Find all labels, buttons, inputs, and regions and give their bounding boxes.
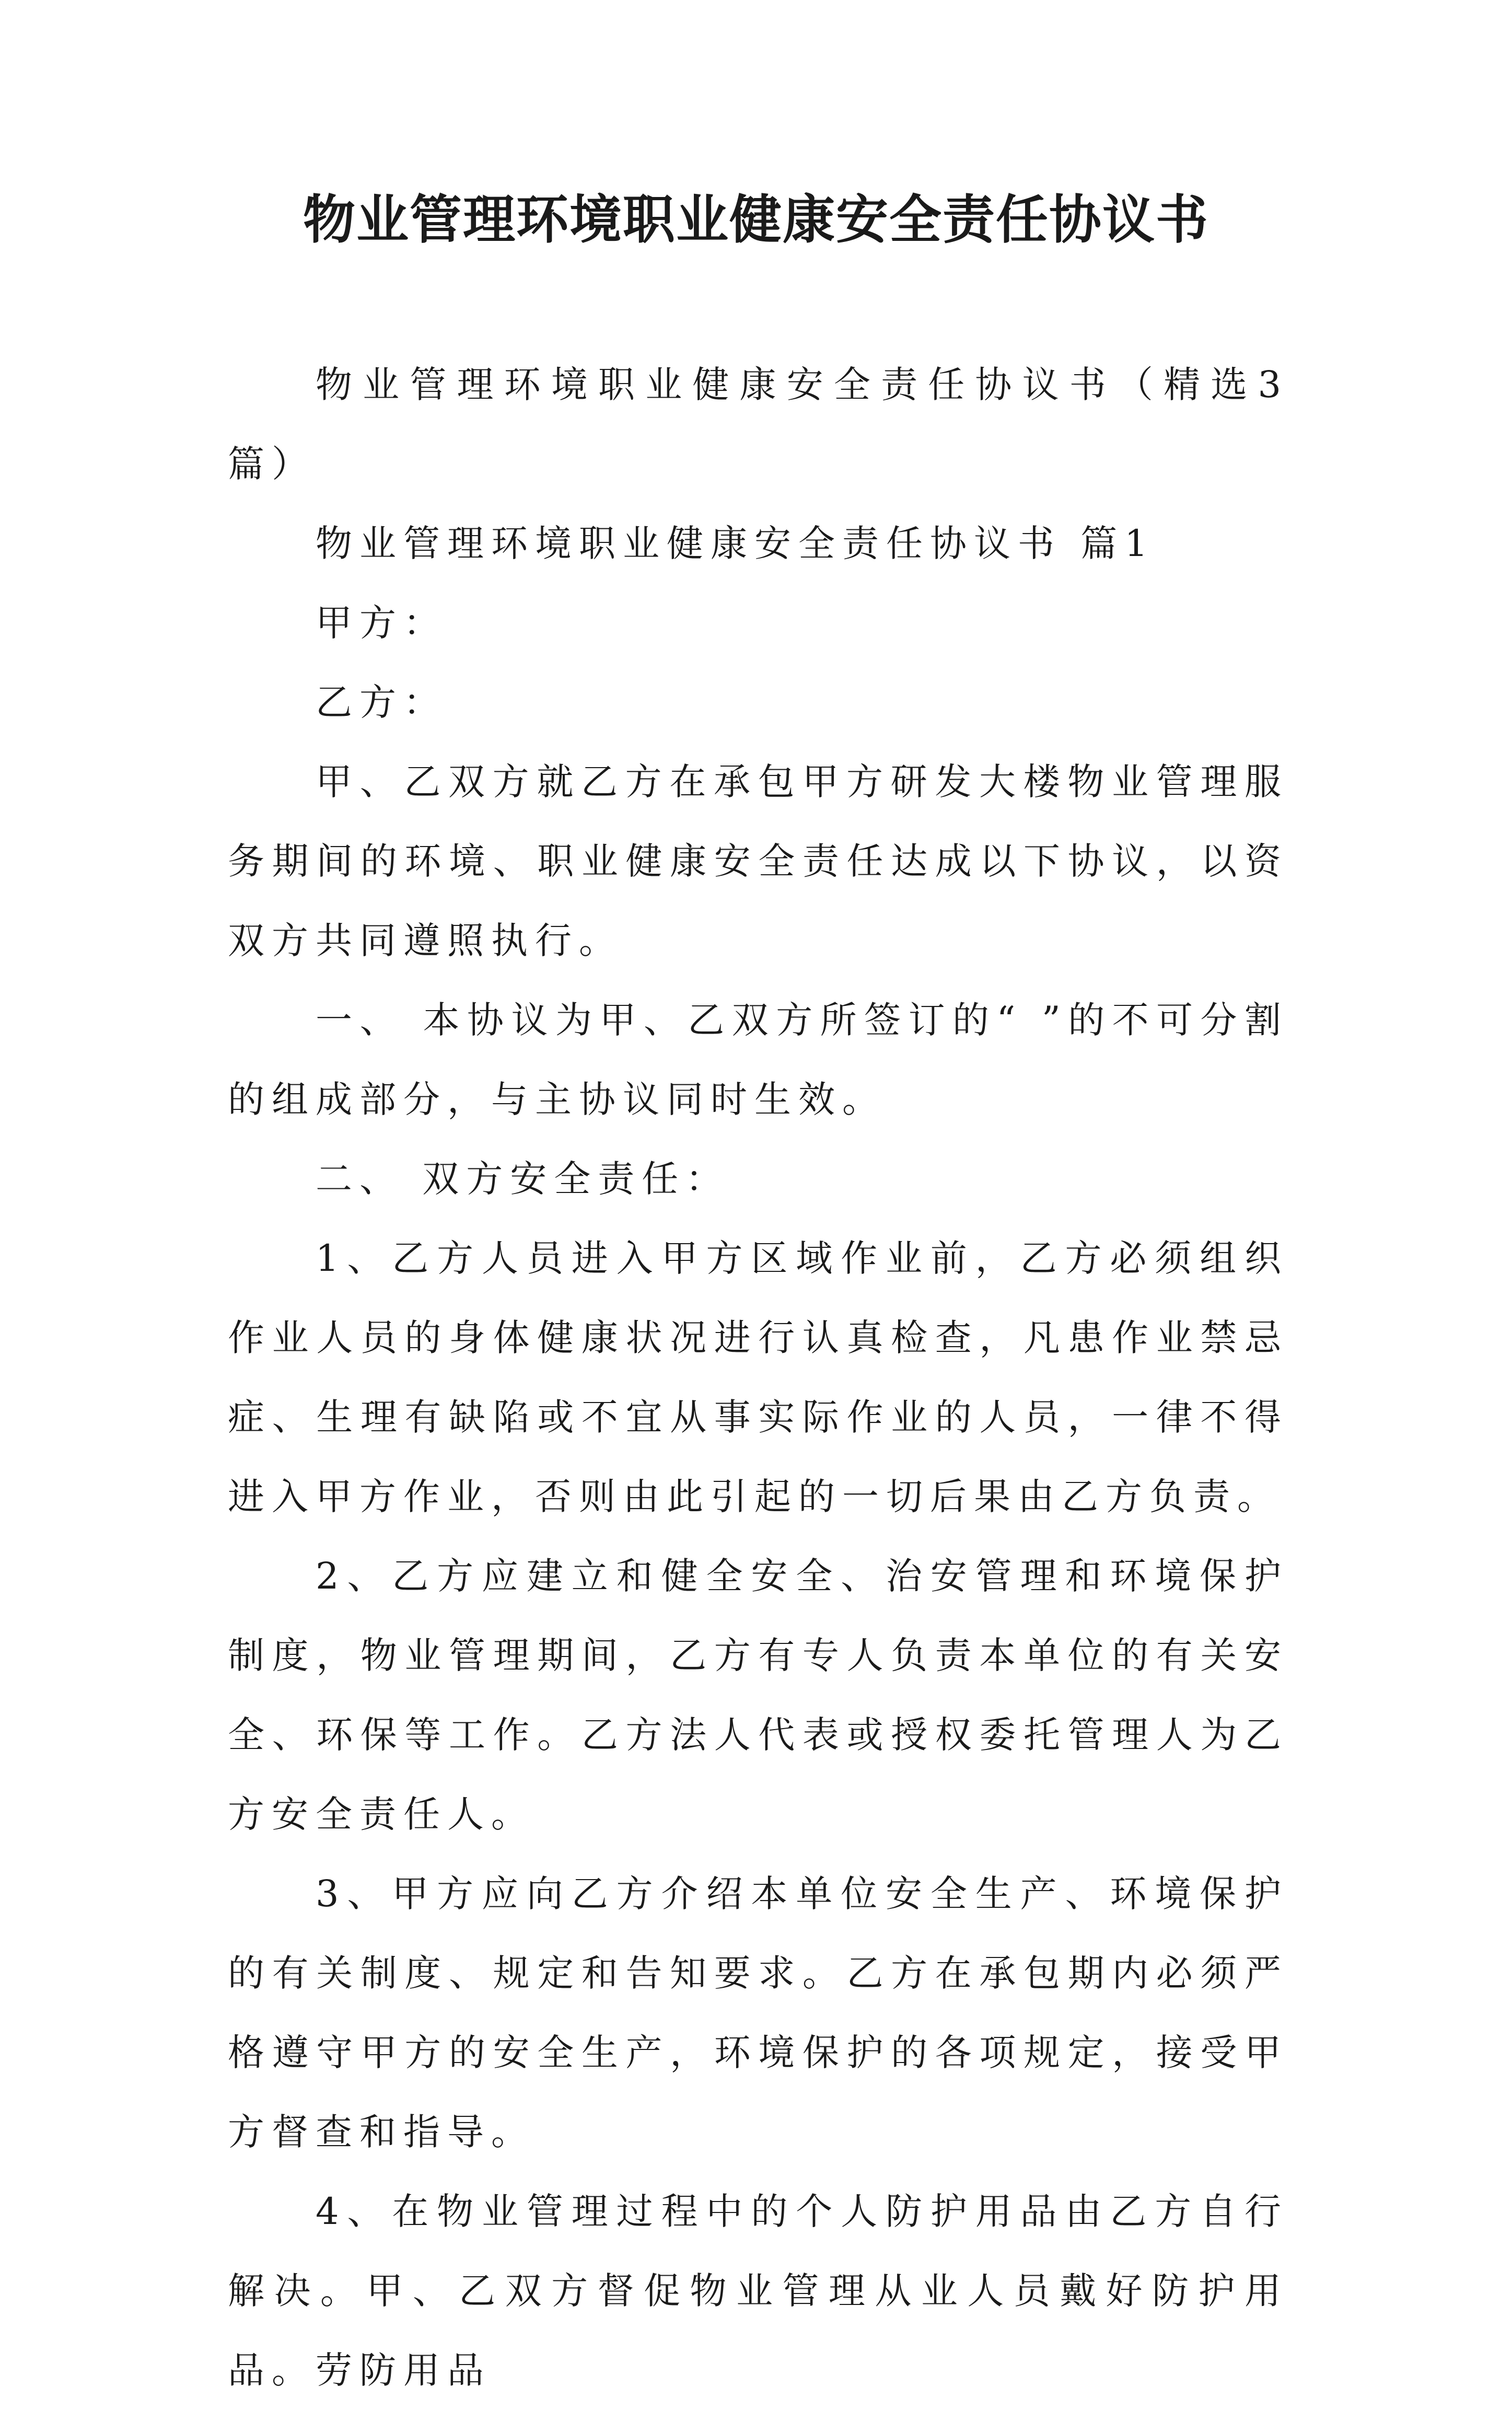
paragraph: 4、在物业管理过程中的个人防护用品由乙方自行解决。甲、乙双方督促物业管理从业人员戴好防护用品。劳防用品	[228, 2190, 1288, 2392]
paragraph: 1、乙方人员进入甲方区域作业前，乙方必须组织作业人员的身体健康状况进行认真检查，凡患作业禁忌症、生理有缺陷或不宜从事实际作业的人员，一律不得进入甲方作业，否则由此引起的一切后果由乙方负责。	[228, 1237, 1288, 1518]
paragraph: 2、乙方应建立和健全安全、治安管理和环境保护制度，物业管理期间，乙方有专人负责本单位的有关安全、环保等工作。乙方法人代表或授权委托管理人为乙方安全责任人。	[228, 1555, 1288, 1836]
paragraph: 甲方：	[316, 601, 447, 644]
paragraph: 物业管理环境职业健康安全责任协议书 篇1	[316, 522, 1155, 565]
paragraph: 二、 双方安全责任：	[316, 1157, 730, 1200]
paragraph: 物业管理环境职业健康安全责任协议书（精选3篇）	[228, 363, 1288, 485]
document-title: 物业管理环境职业健康安全责任协议书	[303, 189, 1209, 250]
paragraph: 3、甲方应向乙方介绍本单位安全生产、环境保护的有关制度、规定和告知要求。乙方在承包期内必须严格遵守甲方的安全生产，环境保护的各项规定，接受甲方督查和指导。	[228, 1872, 1288, 2153]
document-body	[228, 345, 1288, 2410]
paragraph: 一、 本协议为甲、乙双方所签订的“ ”的不可分割的组成部分，与主协议同时生效。	[228, 999, 1288, 1121]
paragraph: 乙方：	[316, 681, 447, 724]
paragraph: 甲、乙双方就乙方在承包甲方研发大楼物业管理服务期间的环境、职业健康安全责任达成以下协议，以资双方共同遵照执行。	[228, 760, 1288, 962]
